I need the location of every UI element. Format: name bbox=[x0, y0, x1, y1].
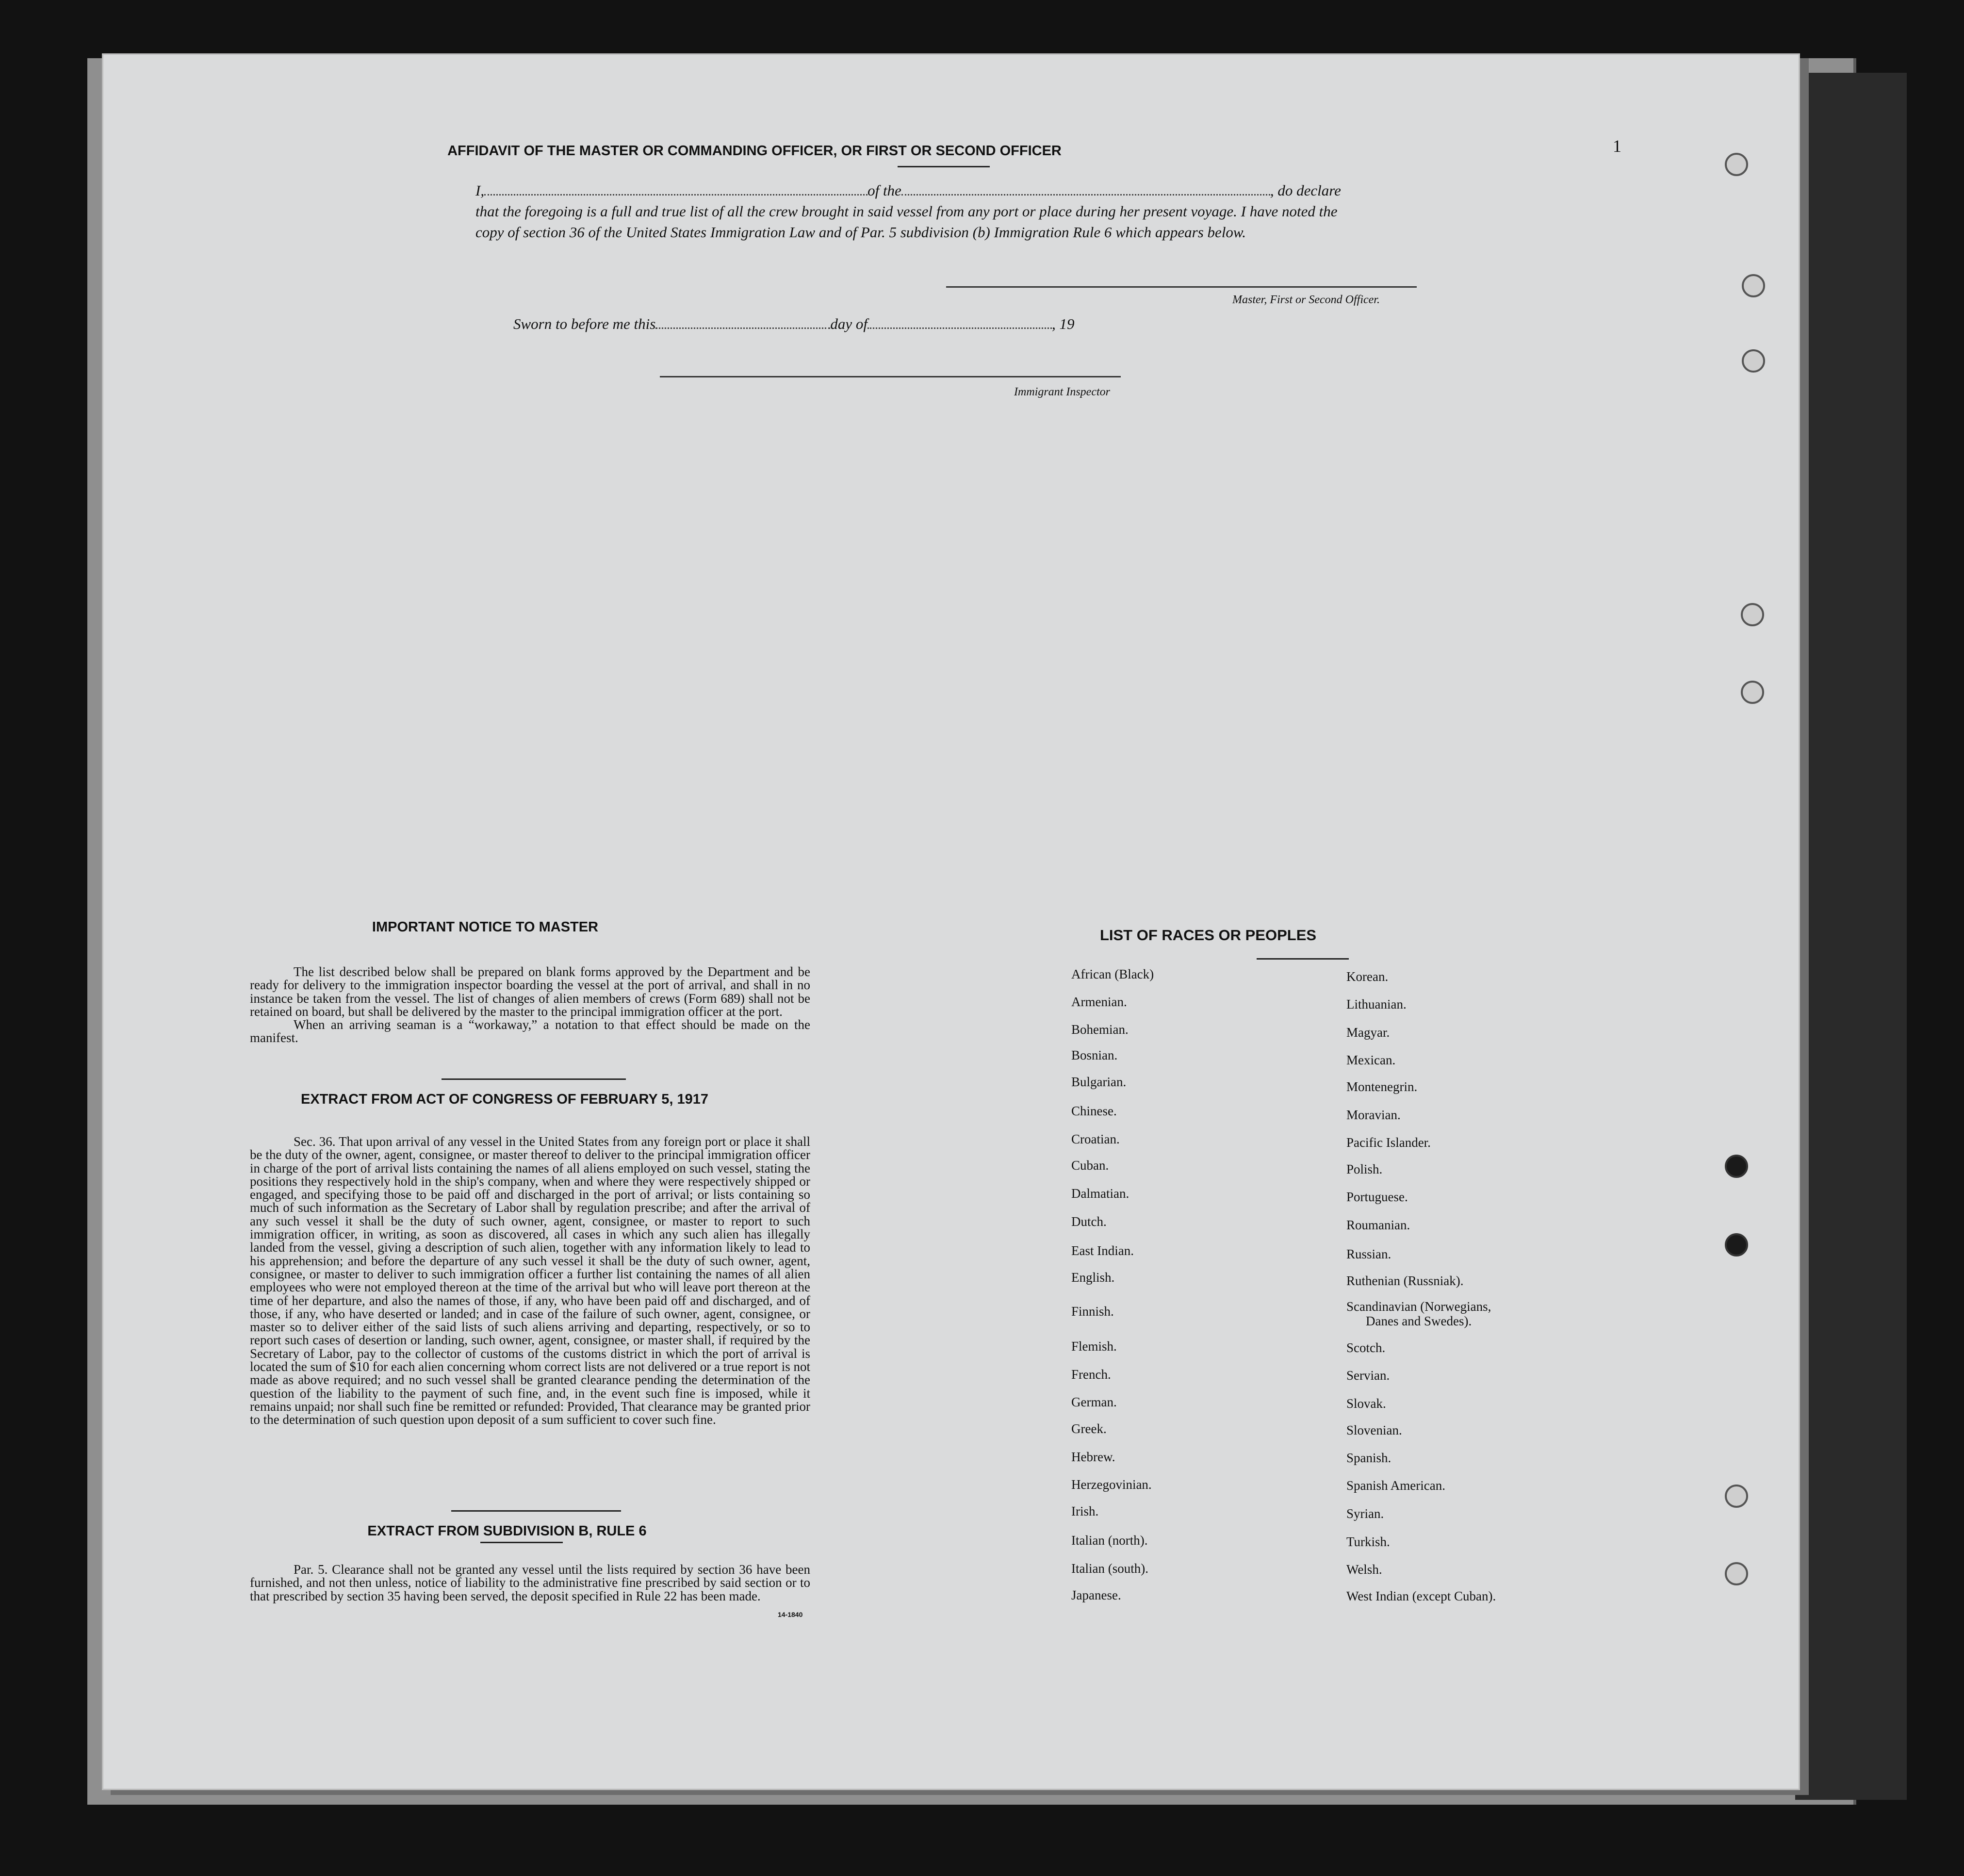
sworn-text: Sworn to before me this bbox=[513, 315, 656, 332]
race-left: Greek. bbox=[1071, 1421, 1107, 1436]
binding-hole bbox=[1741, 681, 1764, 704]
binding-hole bbox=[1742, 349, 1765, 373]
binding-strip bbox=[1795, 73, 1907, 1800]
race-right: Slovak. bbox=[1346, 1396, 1386, 1411]
race-left: Finnish. bbox=[1071, 1304, 1114, 1319]
race-left: Japanese. bbox=[1071, 1588, 1121, 1602]
race-left: Italian (north). bbox=[1071, 1533, 1148, 1548]
race-right: Slovenian. bbox=[1346, 1423, 1402, 1437]
divider bbox=[898, 166, 990, 167]
name-blank bbox=[484, 194, 867, 196]
race-left: Dalmatian. bbox=[1071, 1186, 1129, 1201]
race-right: Spanish. bbox=[1346, 1451, 1391, 1465]
inspector-signature-line bbox=[660, 376, 1121, 377]
race-right: Welsh. bbox=[1346, 1562, 1382, 1577]
race-right: Lithuanian. bbox=[1346, 997, 1407, 1011]
inspector-caption: Immigrant Inspector bbox=[1014, 386, 1110, 398]
race-right: Polish. bbox=[1346, 1162, 1383, 1176]
race-left: Chinese. bbox=[1071, 1104, 1117, 1118]
affidavit-line-3: copy of section 36 of the United States Immigration Law and of Par. 5 subdivision (b) Immigration Rule 6 which appears below. bbox=[475, 224, 1246, 241]
race-left: Bulgarian. bbox=[1071, 1075, 1127, 1089]
divider bbox=[1257, 958, 1349, 960]
binding-hole bbox=[1742, 274, 1765, 297]
race-right: Pacific Islander. bbox=[1346, 1135, 1431, 1150]
race-right: West Indian (except Cuban). bbox=[1346, 1589, 1496, 1603]
par-5-text: Par. 5. Clearance shall not be granted any vessel until the lists required by section 36 have been furnished, and not then unless, notice of liability to the administrative fine prescribed by said section or to that prescribed by section 35 having been served, the deposit specified in Rule 22 has been made. bbox=[250, 1562, 810, 1603]
binding-hole bbox=[1725, 1233, 1748, 1256]
day-blank bbox=[655, 327, 830, 329]
races-title: LIST OF RACES OR PEOPLES bbox=[1099, 927, 1317, 944]
master-signature-line bbox=[946, 286, 1417, 288]
affidavit-title: AFFIDAVIT OF THE MASTER OR COMMANDING OFFICER, OR FIRST OR SECOND OFFICER bbox=[447, 143, 1062, 159]
race-left: Bosnian. bbox=[1071, 1048, 1118, 1062]
race-right: Russian. bbox=[1346, 1247, 1391, 1261]
binding-hole bbox=[1725, 1562, 1748, 1585]
vessel-blank bbox=[901, 194, 1270, 196]
race-left: Dutch. bbox=[1071, 1214, 1107, 1229]
race-right: Scandinavian (Norwegians, bbox=[1346, 1299, 1491, 1314]
race-right: Scotch. bbox=[1346, 1340, 1386, 1355]
race-left: Croatian. bbox=[1071, 1132, 1120, 1146]
page-number: 1 bbox=[1613, 136, 1621, 156]
race-left: Irish. bbox=[1071, 1504, 1099, 1518]
master-signature-caption: Master, First or Second Officer. bbox=[1232, 294, 1380, 306]
binding-hole bbox=[1741, 603, 1764, 626]
notice-title: IMPORTANT NOTICE TO MASTER bbox=[372, 919, 599, 935]
section-36-text: Sec. 36. That upon arrival of any vessel in the United States from any foreign port or place it shall be the duty of the owner, agent, consignee, or master thereof to deliver to the principal immigration officer in charge of the port of arrival lists containing the names of all aliens employed on such vessel, stating the positions they respectively hold in the ship's company, when and where they were respectively shipped or engaged, and specifying those to be paid off and discharged in the port of arrival; or lists containing so much of such information as the Secretary of Labor shall by regulation prescribe; and after the arrival of any such vessel it shall be the duty of such owner, agent, consignee, or master to report to such immigration officer, in writing, as soon as discovered, all cases in which any such alien has illegally landed from the vessel, giving a description of such alien, together with any information likely to lead to his apprehension; and before the departure of any such vessel it shall be the duty of such owner, agent, consignee, or master to deliver to such immigration officer a further list containing the names of all alien employees who were not employed thereon at the time of the arrival but who will leave port thereon at the time of her departure, and also the names of those, if any, who have been paid off and discharged, and of those, if any, who have deserted or landed; and in case of the failure of such owner, agent, consignee, or master so to deliver either of the said lists of such aliens arriving and departing, respectively, or so to report such cases of desertion or landing, such owner, agent, consignee, or master shall, if required by the Secretary of Labor, pay to the collector of customs of the customs district in which the port of arrival is located the sum of $10 for each alien concerning whom correct lists are not delivered or a true report is not made as above required; and no such vessel shall be granted clearance pending the determination of the question of the liability to the payment of such fine, and, in the event such fine is imposed, while it remains unpaid; nor shall such fine be remitted or refunded: Provided, That clearance may be granted prior to the determination of such question upon deposit of a sum sufficient to cover such fine. bbox=[250, 1134, 810, 1427]
race-left: English. bbox=[1071, 1270, 1115, 1285]
race-left: Bohemian. bbox=[1071, 1022, 1129, 1037]
divider bbox=[451, 1510, 621, 1512]
race-right: Magyar. bbox=[1346, 1025, 1390, 1040]
binding-hole bbox=[1725, 153, 1748, 176]
race-right: Spanish American. bbox=[1346, 1478, 1445, 1493]
race-left: German. bbox=[1071, 1395, 1117, 1409]
affidavit-declare: , do declare bbox=[1270, 182, 1341, 199]
race-left: African (Black) bbox=[1071, 967, 1154, 981]
race-right: Turkish. bbox=[1346, 1534, 1390, 1549]
race-right: Moravian. bbox=[1346, 1108, 1401, 1122]
divider bbox=[442, 1078, 626, 1080]
binding-hole bbox=[1725, 1484, 1748, 1508]
race-right-continuation: Danes and Swedes). bbox=[1366, 1314, 1472, 1328]
divider bbox=[480, 1542, 563, 1543]
race-right: Ruthenian (Russniak). bbox=[1346, 1273, 1464, 1288]
race-left: Herzegovinian. bbox=[1071, 1477, 1152, 1492]
race-left: East Indian. bbox=[1071, 1243, 1134, 1258]
race-left: Cuban. bbox=[1071, 1158, 1109, 1173]
race-left: Armenian. bbox=[1071, 995, 1127, 1009]
notice-paragraph-2: When an arriving seaman is a “workaway,” a notation to that effect should be made on the manifest. bbox=[250, 1017, 810, 1045]
race-left: Hebrew. bbox=[1071, 1450, 1115, 1464]
sworn-year: , 19 bbox=[1051, 315, 1075, 332]
extract-rule-title: EXTRACT FROM SUBDIVISION B, RULE 6 bbox=[367, 1523, 647, 1539]
sworn-day-of: day of bbox=[830, 315, 867, 332]
race-right: Mexican. bbox=[1346, 1053, 1396, 1067]
race-right: Korean. bbox=[1346, 969, 1389, 984]
affidavit-line-2: that the foregoing is a full and true list of all the crew brought in said vessel from any port or place during her present voyage. I have noted the bbox=[475, 203, 1338, 220]
race-left: Italian (south). bbox=[1071, 1561, 1148, 1576]
extract-act-text bbox=[250, 1135, 810, 1427]
race-right: Portuguese. bbox=[1346, 1190, 1408, 1204]
race-right: Montenegrin. bbox=[1346, 1079, 1418, 1094]
race-right: Roumanian. bbox=[1346, 1218, 1410, 1232]
extract-rule-text bbox=[250, 1563, 810, 1603]
notice-paragraph-1: The list described below shall be prepared on blank forms approved by the Department and be ready for delivery to the immigration inspector boarding the vessel at the port of arrival, and shall in no instance be taken from the vessel. The list of changes of alien members of crews (Form 689) shall not be retained on board, but shall be delivered by the master to the principal immigration officer at the port. bbox=[250, 964, 810, 1019]
race-right: Syrian. bbox=[1346, 1506, 1384, 1521]
notice-text bbox=[250, 965, 810, 1045]
race-left: French. bbox=[1071, 1367, 1111, 1382]
affidavit-i: I, bbox=[475, 182, 485, 199]
affidavit-of-the: of the bbox=[867, 182, 901, 199]
extract-act-title: EXTRACT FROM ACT OF CONGRESS OF FEBRUARY 5, 1917 bbox=[300, 1092, 709, 1107]
form-number: 14-1840 bbox=[778, 1611, 803, 1618]
sworn-line bbox=[513, 315, 1074, 333]
affidavit-line-1 bbox=[475, 182, 1341, 199]
month-blank bbox=[867, 327, 1052, 329]
race-right: Servian. bbox=[1346, 1368, 1390, 1383]
binding-hole bbox=[1725, 1155, 1748, 1178]
manifest-page bbox=[102, 53, 1800, 1790]
race-left: Flemish. bbox=[1071, 1339, 1117, 1354]
